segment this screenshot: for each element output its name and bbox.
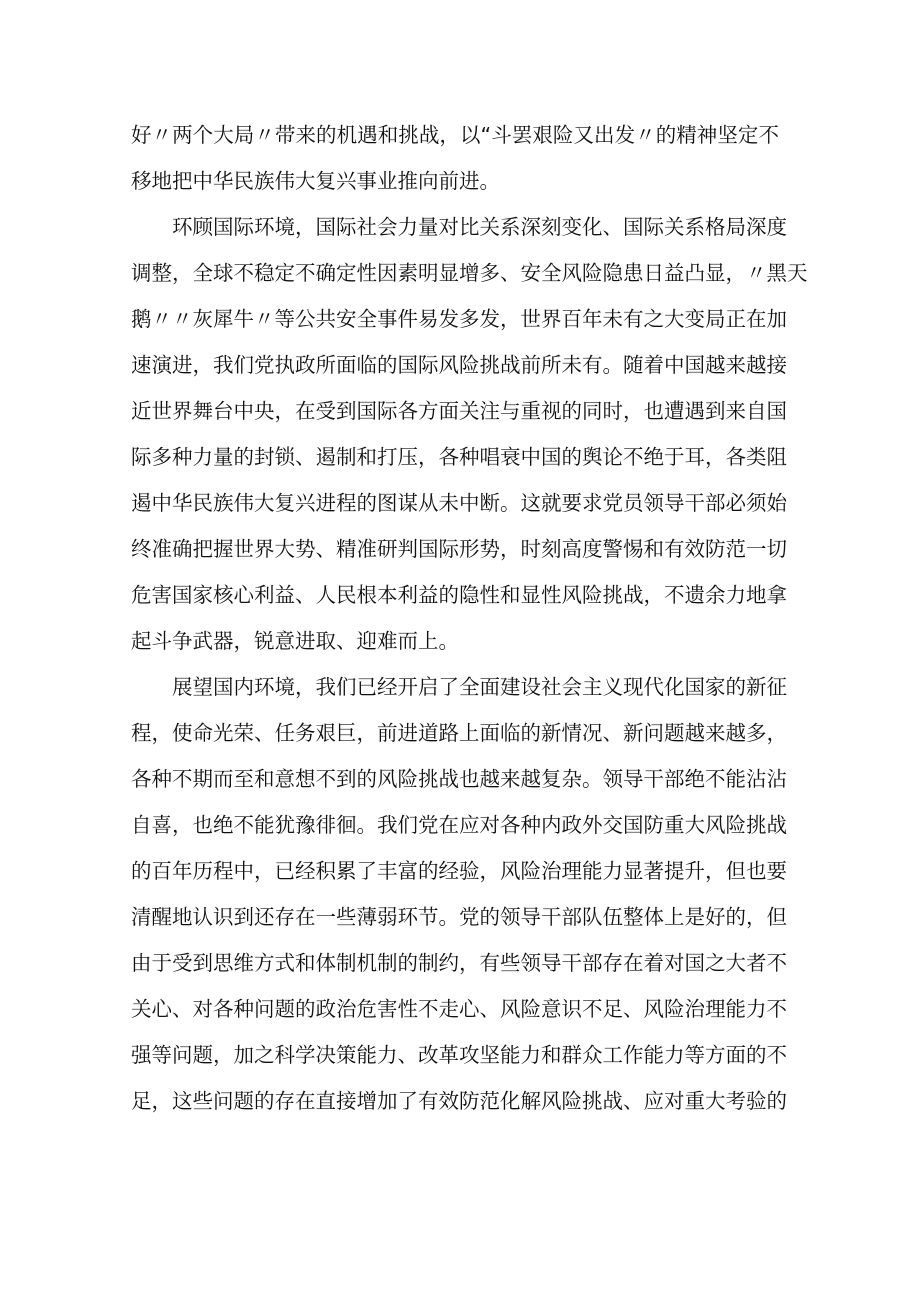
text-line: 鹅〃〃灰犀牛〃等公共安全事件易发多发，世界百年未有之大变局正在加 <box>131 307 787 331</box>
text-line: 足，这些问题的存在直接增加了有效防范化解风险挑战、应对重大考验的 <box>131 1089 787 1113</box>
text-line: 危害国家核心利益、人民根本利益的隐性和显性风险挑战，不遗余力地拿 <box>131 583 787 607</box>
document-body <box>131 112 808 1124</box>
paragraph-3 <box>131 664 787 1124</box>
text-line: 好〃两个大局〃带来的机遇和挑战，以“斗罢艰险又出发〃的精神坚定不 <box>131 123 779 147</box>
text-line: 程，使命光荣、任务艰巨，前进道路上面临的新情况、新问题越来越多， <box>131 721 787 745</box>
text-line: 关心、对各种问题的政治危害性不走心、风险意识不足、风险治理能力不 <box>131 997 787 1021</box>
text-line: 自喜，也绝不能犹豫徘徊。我们党在应对各种内政外交国防重大风险挑战 <box>131 813 787 837</box>
text-line: 遏中华民族伟大复兴进程的图谋从未中断。这就要求党员领导干部必须始 <box>131 491 787 515</box>
text-line: 起斗争武器，锐意进取、迎难而上。 <box>131 629 459 653</box>
text-line: 强等问题，加之科学决策能力、改革攻坚能力和群众工作能力等方面的不 <box>131 1043 787 1067</box>
text-line: 各种不期而至和意想不到的风险挑战也越来越复杂。领导干部绝不能沾沾 <box>131 767 787 791</box>
text-line: 展望国内环境，我们已经开启了全面建设社会主义现代化国家的新征 <box>131 675 787 699</box>
text-line: 的百年历程中，已经积累了丰富的经验，风险治理能力显著提升，但也要 <box>131 859 787 883</box>
text-line: 由于受到思维方式和体制机制的制约，有些领导干部存在着对国之大者不 <box>131 951 787 975</box>
text-line: 调整，全球不稳定不确定性因素明显增多、安全风险隐患日益凸显，〃黑天 <box>131 261 808 285</box>
text-line: 终准确把握世界大势、精准研判国际形势，时刻高度警惕和有效防范一切 <box>131 537 787 561</box>
text-line: 清醒地认识到还存在一些薄弱环节。党的领导干部队伍整体上是好的，但 <box>131 905 787 929</box>
paragraph-2 <box>131 204 808 664</box>
text-line: 移地把中华民族伟大复兴事业推向前进。 <box>131 169 500 193</box>
text-line: 环顾国际环境，国际社会力量对比关系深刻变化、国际关系格局深度 <box>131 215 787 239</box>
text-line: 际多种力量的封锁、遏制和打压，各种唱衰中国的舆论不绝于耳，各类阻 <box>131 445 787 469</box>
text-line: 近世界舞台中央，在受到国际各方面关注与重视的同时，也遭遇到来自国 <box>131 399 787 423</box>
paragraph-1 <box>131 112 779 204</box>
text-line: 速演进，我们党执政所面临的国际风险挑战前所未有。随着中国越来越接 <box>131 353 787 377</box>
